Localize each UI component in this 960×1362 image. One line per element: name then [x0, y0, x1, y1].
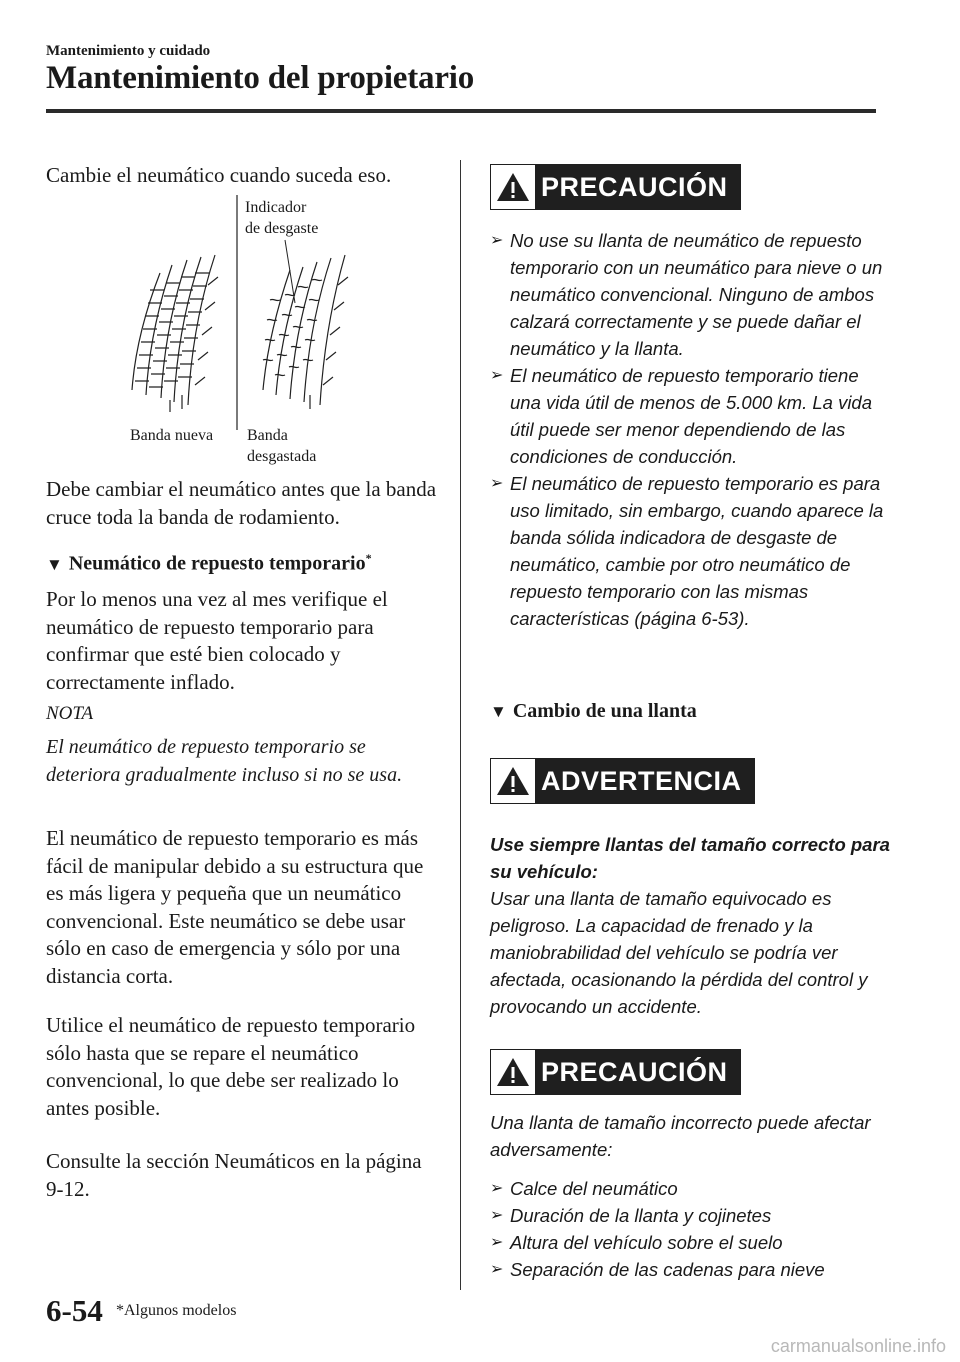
caution-item: ➢ Calce del neumático [490, 1175, 890, 1202]
caution-item: ➢ El neumático de repuesto temporario es para uso limitado, sin embargo, cuando aparece la banda sólida indicadora de desgaste de neumático, cambie por otro neumático de repuesto temporario con las mismas características (página 6-53). [490, 470, 890, 632]
caution-label-1: PRECAUCIÓN [541, 171, 728, 202]
easier-paragraph: El neumático de repuesto temporario es más fácil de manipular debido a su estructura que es más ligera y pequeña que un neumático convencional. Este neumático se debe usar sólo en caso de emergencia y sólo por una distancia corta. [46, 826, 424, 988]
warning-sign [490, 758, 755, 804]
caution-list-2 [490, 1175, 890, 1283]
indicator-label-line1: Indicador [245, 199, 307, 216]
caution-item: ➢ Altura del vehículo sobre el suelo [490, 1229, 890, 1256]
use-paragraph: Utilice el neumático de repuesto temporario sólo hasta que se repare el neumático convencional, lo que debe ser realizado lo antes posible. [46, 1013, 416, 1120]
warning-triangle-icon [495, 1056, 531, 1088]
arrow-right-icon: ➢ [490, 1261, 504, 1278]
spare-tire-heading [46, 545, 441, 578]
title-rule [46, 109, 876, 113]
some-models-mark: * [365, 551, 372, 565]
arrow-right-icon: ➢ [490, 1234, 504, 1251]
note-title: NOTA [46, 703, 94, 724]
watermark: carmanualsonline.info [770, 1336, 946, 1356]
warning-triangle-icon [495, 765, 531, 797]
caution-label-2: PRECAUCIÓN [541, 1056, 728, 1087]
caution-list-1 [490, 227, 890, 632]
warning-bold-text: Use siempre llantas del tamaño correcto para su vehículo: [490, 834, 890, 882]
warning-triangle-icon [495, 171, 531, 203]
change-rim-heading: ▼ Cambio de una llanta [490, 700, 697, 722]
spare-tire-heading-text: Neumático de repuesto temporario [68, 552, 366, 575]
caution-item: ➢ Duración de la llanta y cojinetes [490, 1202, 890, 1229]
caution-sign-1 [490, 164, 741, 210]
page-number: 6-54 [46, 1293, 103, 1328]
section-label: Mantenimiento y cuidado [46, 43, 211, 59]
note-text: El neumático de repuesto temporario se deteriora gradualmente incluso si no se usa. [46, 736, 403, 786]
arrow-right-icon: ➢ [490, 1207, 504, 1224]
new-tread-label: Banda nueva [130, 427, 214, 444]
caution-item: ➢ No use su llanta de neumático de repuesto temporario con un neumático para nieve o un neumático convencional. Ninguno de ambos calzará correctamente y se puede dañar el neumático y la llanta. [490, 227, 890, 362]
change-paragraph: Debe cambiar el neumático antes que la banda cruce toda la banda de rodamiento. [46, 477, 437, 529]
arrow-right-icon: ➢ [490, 367, 504, 384]
warning-label: ADVERTENCIA [541, 765, 742, 796]
indicator-label-line2: de desgaste [245, 220, 319, 237]
arrow-right-icon: ➢ [490, 232, 504, 249]
worn-tread-label-line1: Banda [247, 427, 288, 444]
triangle-down-icon: ▼ [46, 554, 63, 574]
footnote: *Algunos modelos [116, 1302, 237, 1319]
refer-paragraph: Consulte la sección Neumáticos en la página 9-12. [46, 1149, 422, 1201]
arrow-right-icon: ➢ [490, 475, 504, 492]
caution-item: ➢ Separación de las cadenas para nieve [490, 1256, 890, 1283]
caution-sign-2 [490, 1049, 741, 1095]
warning-text: Usar una llanta de tamaño equivocado es peligroso. La capacidad de frenado y la maniobrabilidad del vehículo se podría ver afectada, ocasionando la pérdida del control y provocando un accidente. [490, 888, 868, 1017]
worn-tread-label-line2: desgastada [247, 448, 317, 465]
arrow-right-icon: ➢ [490, 1180, 504, 1197]
caution-intro-2: Una llanta de tamaño incorrecto puede afectar adversamente: [490, 1112, 871, 1160]
page-title: Mantenimiento del propietario [46, 60, 475, 96]
check-paragraph: Por lo menos una vez al mes verifique el neumático de repuesto temporario para confirmar que esté bien colocado y correctamente inflado. [46, 587, 388, 694]
caution-item: ➢ El neumático de repuesto temporario tiene una vida útil de menos de 5.000 km. La vida útil puede ser menor dependiendo de las condiciones de conducción. [490, 362, 890, 470]
triangle-down-icon: ▼ [490, 702, 507, 721]
intro-text: Cambie el neumático cuando suceda eso. [46, 163, 392, 187]
column-divider [460, 160, 461, 1290]
